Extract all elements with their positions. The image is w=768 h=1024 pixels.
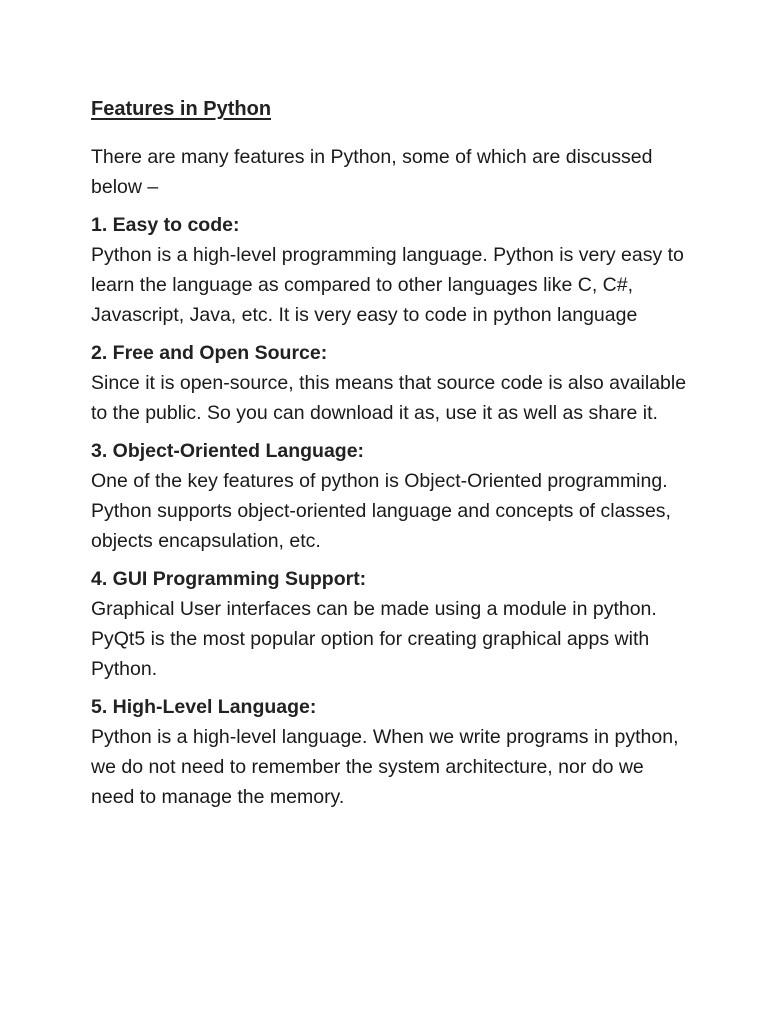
document-page [91, 94, 691, 820]
section-heading: 2. Free and Open Source: [91, 342, 328, 364]
section-easy-to-code [91, 210, 691, 330]
section-heading: 1. Easy to code: [91, 214, 240, 236]
section-heading: 3. Object-Oriented Language: [91, 440, 365, 462]
section-free-and-open-source [91, 338, 691, 428]
section-gui-programming-support [91, 564, 691, 684]
document-title: Features in Python [91, 98, 272, 120]
section-heading: 4. GUI Programming Support: [91, 568, 367, 590]
section-high-level-language [91, 692, 691, 812]
section-body: Python is a high-level language. When we write programs in python, we do not need to remember the system architecture, nor do we need to manage the memory. [91, 726, 679, 808]
section-body: One of the key features of python is Object-Oriented programming. Python supports object-oriented language and concepts of classes, objects encapsulation, etc. [91, 470, 671, 552]
section-object-oriented-language [91, 436, 691, 556]
section-body: Python is a high-level programming language. Python is very easy to learn the language as compared to other languages like C, C#, Javascript, Java, etc. It is very easy to code in python language [91, 244, 684, 326]
section-body: Graphical User interfaces can be made using a module in python. PyQt5 is the most popular option for creating graphical apps with Python. [91, 598, 657, 680]
intro-paragraph: There are many features in Python, some of which are discussed below – [91, 146, 653, 198]
section-body: Since it is open-source, this means that source code is also available to the public. So you can download it as, use it as well as share it. [91, 372, 687, 424]
section-heading: 5. High-Level Language: [91, 696, 317, 718]
